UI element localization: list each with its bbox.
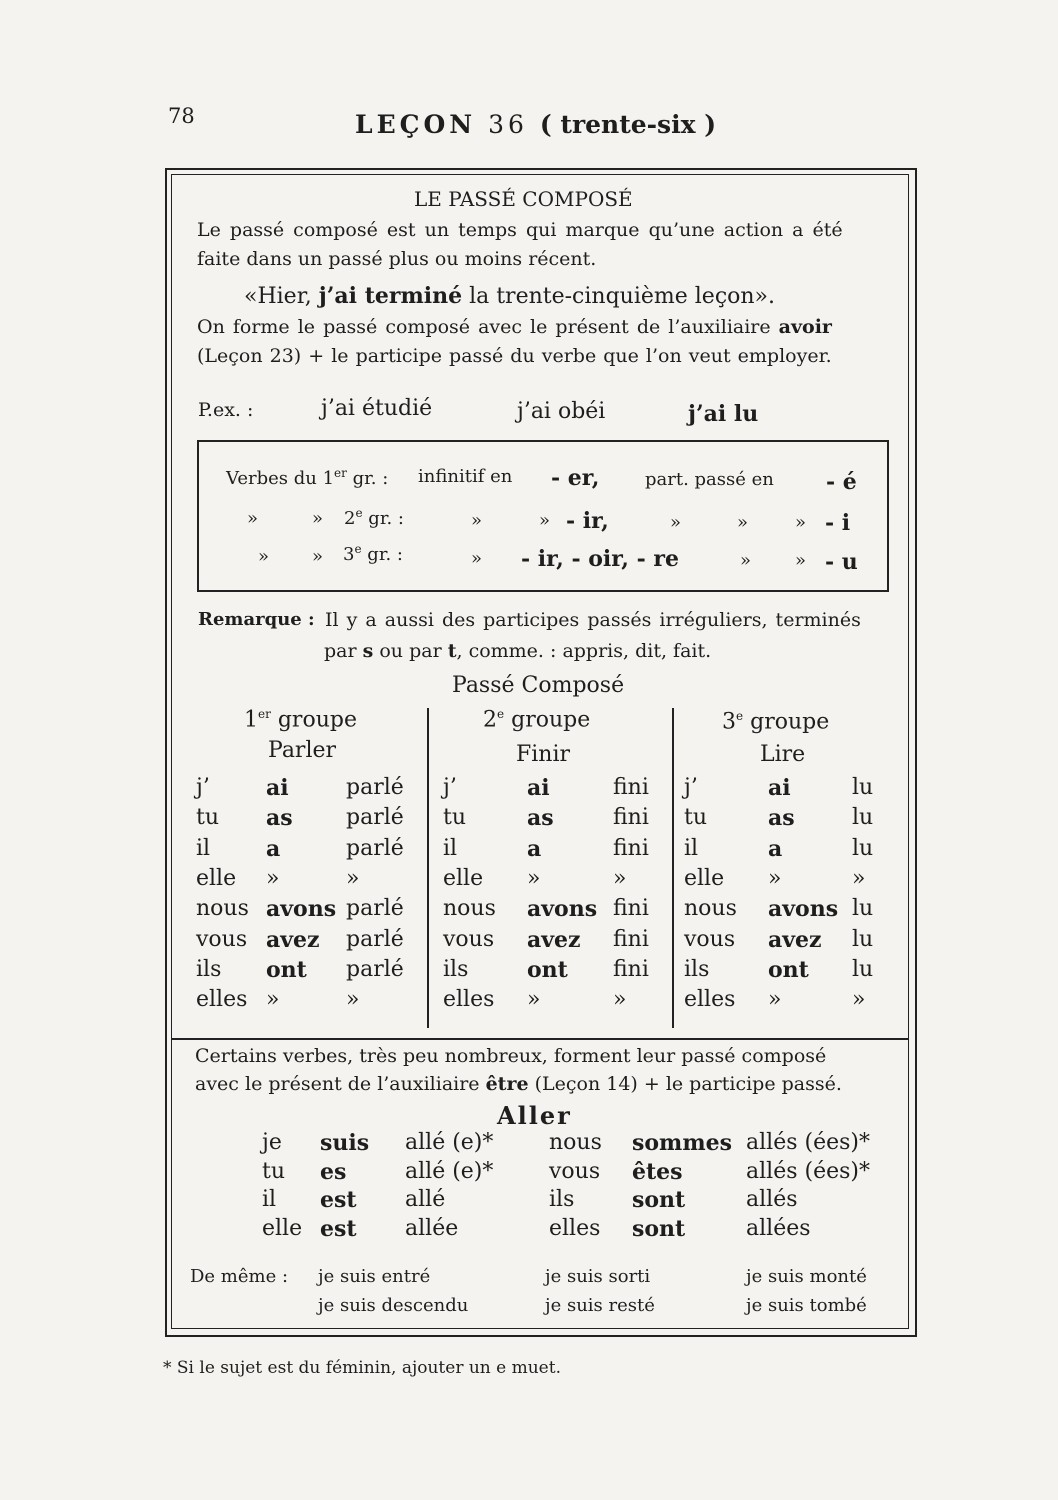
etre-aux: sont <box>632 1187 686 1213</box>
conj-pp: » <box>613 865 627 891</box>
col-divider-1 <box>427 708 429 1028</box>
group2-label: 2e gr. : <box>344 506 404 529</box>
conj-aux: as <box>266 805 293 832</box>
conj-aux: » <box>266 865 280 891</box>
conj-pp: parlé <box>346 835 404 861</box>
conj-aux: » <box>266 987 280 1013</box>
etre-divider <box>171 1038 909 1040</box>
etre-line-1: Certains verbes, très peu nombreux, forment leur passé composé <box>195 1045 827 1067</box>
etre-pron: elle <box>262 1215 303 1241</box>
conj-pp: parlé <box>346 956 404 982</box>
conj-pron: vous <box>196 926 248 952</box>
conj-aux: » <box>768 987 782 1013</box>
conjugation-title: Passé Composé <box>452 673 625 698</box>
example-item: j’ai obéi <box>517 399 606 424</box>
page-number: 78 <box>168 104 195 128</box>
example-bold: j’ai terminé <box>318 283 463 309</box>
conj-pp: parlé <box>346 926 404 952</box>
conj-pp: parlé <box>346 896 404 922</box>
de-meme-label: De même : <box>190 1266 289 1287</box>
etre-pron: nous <box>549 1130 602 1155</box>
conj-pron: nous <box>196 896 249 922</box>
conj-pp: » <box>613 987 627 1013</box>
ditto-mark: » <box>539 510 551 531</box>
etre-pron: il <box>262 1187 277 1212</box>
remark-label: Remarque : <box>198 609 315 630</box>
group-verb: Finir <box>516 742 571 767</box>
ditto-mark: » <box>471 510 483 531</box>
example-open: «Hier, <box>244 284 319 309</box>
conj-pron: elles <box>443 987 495 1013</box>
etre-pp: allé (e)* <box>405 1158 494 1184</box>
conj-aux: avons <box>527 896 598 923</box>
conj-aux: ont <box>266 956 307 983</box>
etre-aux: est <box>320 1187 357 1213</box>
de-meme-item: je suis sorti <box>545 1266 651 1287</box>
conj-pp: fini <box>613 896 649 922</box>
conj-aux: as <box>527 805 554 832</box>
conj-pp: lu <box>852 805 874 831</box>
conj-pron: ils <box>684 956 710 982</box>
conj-aux: a <box>768 835 783 862</box>
form-line-1-text: On forme le passé composé avec le présent de l’auxiliaire <box>197 316 779 338</box>
conj-pron: nous <box>684 896 737 922</box>
conj-aux: avez <box>768 926 822 953</box>
etre-aux: êtes <box>632 1158 683 1185</box>
group1-part: part. passé en <box>645 469 774 490</box>
title-sub: ( trente-six ) <box>539 110 717 139</box>
ditto-mark: » <box>670 512 682 533</box>
group-header: 1er groupe <box>244 707 357 733</box>
conj-pp: parlé <box>346 805 404 831</box>
conj-pron: elles <box>684 987 736 1013</box>
example-item: j’ai lu <box>688 401 759 427</box>
conj-pp: lu <box>852 956 874 982</box>
conj-pp: » <box>346 987 360 1013</box>
conj-pp: lu <box>852 775 874 800</box>
ditto-mark: » <box>795 512 807 533</box>
group2-pp: - i <box>825 510 851 536</box>
etre-line-2: avec le présent de l’auxiliaire être (Leçon 14) + le participe passé. <box>195 1073 842 1095</box>
conj-pron: il <box>196 835 211 861</box>
conj-aux: a <box>527 835 542 862</box>
remark-line-2: par s ou par t, comme. : appris, dit, fait. <box>324 640 712 662</box>
conj-aux: ont <box>527 956 568 983</box>
group1-pp: - é <box>826 469 857 495</box>
conj-aux: as <box>768 805 795 832</box>
ditto-mark: » <box>312 508 324 529</box>
etre-aux: suis <box>320 1130 370 1156</box>
conj-pp: fini <box>613 805 649 831</box>
conj-aux: a <box>266 835 281 862</box>
form-line-1-bold: avoir <box>778 316 832 338</box>
intro-line-2: faite dans un passé plus ou moins récent. <box>197 248 597 270</box>
conj-aux: ont <box>768 956 809 983</box>
conj-aux: avons <box>768 896 839 923</box>
etre-pron: je <box>262 1130 282 1155</box>
conj-pron: vous <box>443 926 495 952</box>
example-close: la trente-cinquième leçon». <box>462 284 776 309</box>
etre-pp: allées <box>746 1215 811 1241</box>
de-meme-item: je suis tombé <box>746 1295 867 1316</box>
section-title: LE PASSÉ COMPOSÉ <box>414 187 633 211</box>
group-header: 2e groupe <box>483 707 591 733</box>
ditto-mark: » <box>312 546 324 567</box>
conj-pp: lu <box>852 896 874 922</box>
col-divider-2 <box>672 708 674 1028</box>
conj-pron: j’ <box>196 775 210 800</box>
conj-aux: ai <box>768 775 791 801</box>
conj-pron: tu <box>443 805 467 831</box>
etre-aux: sommes <box>632 1130 732 1156</box>
conj-pron: ils <box>443 956 469 982</box>
form-line-2: (Leçon 23) + le participe passé du verbe que l’on veut employer. <box>197 345 832 367</box>
group1-label: Verbes du 1er gr. : <box>226 466 389 489</box>
conj-pp: » <box>852 865 866 891</box>
conj-pp: lu <box>852 926 874 952</box>
conj-pp: parlé <box>346 775 404 800</box>
de-meme-item: je suis monté <box>746 1266 867 1287</box>
conj-aux: avons <box>266 896 337 923</box>
example-item: j’ai étudié <box>321 396 433 421</box>
title-number: 36 <box>488 110 528 139</box>
ditto-mark: » <box>471 548 483 569</box>
group1-ending: - er, <box>551 465 600 491</box>
ditto-mark: » <box>258 546 270 567</box>
conj-pron: j’ <box>684 775 698 800</box>
ditto-mark: » <box>795 550 807 571</box>
etre-pron: ils <box>549 1187 575 1212</box>
group2-ending: - ir, <box>566 508 609 534</box>
conj-pp: fini <box>613 956 649 982</box>
remark-line-1: Il y a aussi des participes passés irréguliers, terminés <box>325 609 861 631</box>
etre-verb: Aller <box>497 1101 572 1130</box>
group1-infinitif: infinitif en <box>418 466 513 487</box>
de-meme-item: je suis resté <box>545 1295 655 1316</box>
conj-pron: ils <box>196 956 222 982</box>
etre-pp: allés (ées)* <box>746 1158 870 1184</box>
intro-line-1: Le passé composé est un temps qui marque qu’une action a été <box>197 219 843 241</box>
conj-pron: il <box>684 835 699 861</box>
conj-pron: elle <box>684 865 725 891</box>
conj-pron: j’ <box>443 775 457 800</box>
conj-pron: il <box>443 835 458 861</box>
conj-pp: fini <box>613 926 649 952</box>
intro-example <box>244 283 775 309</box>
conj-aux: » <box>527 865 541 891</box>
examples-label: P.ex. : <box>198 399 254 421</box>
form-line-1 <box>197 316 832 338</box>
etre-pron: vous <box>549 1158 601 1184</box>
group3-ending: - ir, - oir, - re <box>521 546 679 572</box>
ditto-mark: » <box>740 550 752 571</box>
page-title <box>355 110 716 139</box>
conj-aux: » <box>768 865 782 891</box>
conj-pp: fini <box>613 775 649 800</box>
group-header: 3e groupe <box>722 709 830 735</box>
de-meme-item: je suis entré <box>318 1266 431 1287</box>
etre-aux: es <box>320 1158 347 1185</box>
conj-aux: » <box>527 987 541 1013</box>
etre-aux: sont <box>632 1215 686 1242</box>
conj-pron: tu <box>196 805 220 831</box>
conj-pp: » <box>852 987 866 1013</box>
conj-pp: » <box>346 865 360 891</box>
ditto-mark: » <box>737 512 749 533</box>
conj-pron: elle <box>443 865 484 891</box>
etre-pp: allée <box>405 1215 459 1241</box>
title-word: LEÇON <box>355 110 477 139</box>
conj-pron: elles <box>196 987 248 1013</box>
group3-pp: - u <box>825 549 858 575</box>
conj-aux: avez <box>266 926 320 953</box>
etre-pp: allé <box>405 1187 446 1212</box>
conj-aux: ai <box>266 775 289 801</box>
conj-pron: nous <box>443 896 496 922</box>
conj-aux: ai <box>527 775 550 801</box>
group-verb: Lire <box>760 742 806 767</box>
etre-pron: elles <box>549 1215 601 1241</box>
de-meme-item: je suis descendu <box>318 1295 469 1316</box>
conj-aux: avez <box>527 926 581 953</box>
etre-pron: tu <box>262 1158 286 1184</box>
footnote: * Si le sujet est du féminin, ajouter un e muet. <box>163 1358 561 1378</box>
conj-pp: fini <box>613 835 649 861</box>
ditto-mark: » <box>247 508 259 529</box>
group3-label: 3e gr. : <box>343 542 403 565</box>
group-verb: Parler <box>268 738 337 763</box>
etre-aux: est <box>320 1215 357 1242</box>
conj-pp: lu <box>852 835 874 861</box>
conj-pron: vous <box>684 926 736 952</box>
conj-pron: tu <box>684 805 708 831</box>
etre-pp: allés <box>746 1187 798 1212</box>
etre-pp: allé (e)* <box>405 1130 494 1155</box>
conj-pron: elle <box>196 865 237 891</box>
etre-pp: allés (ées)* <box>746 1130 870 1155</box>
